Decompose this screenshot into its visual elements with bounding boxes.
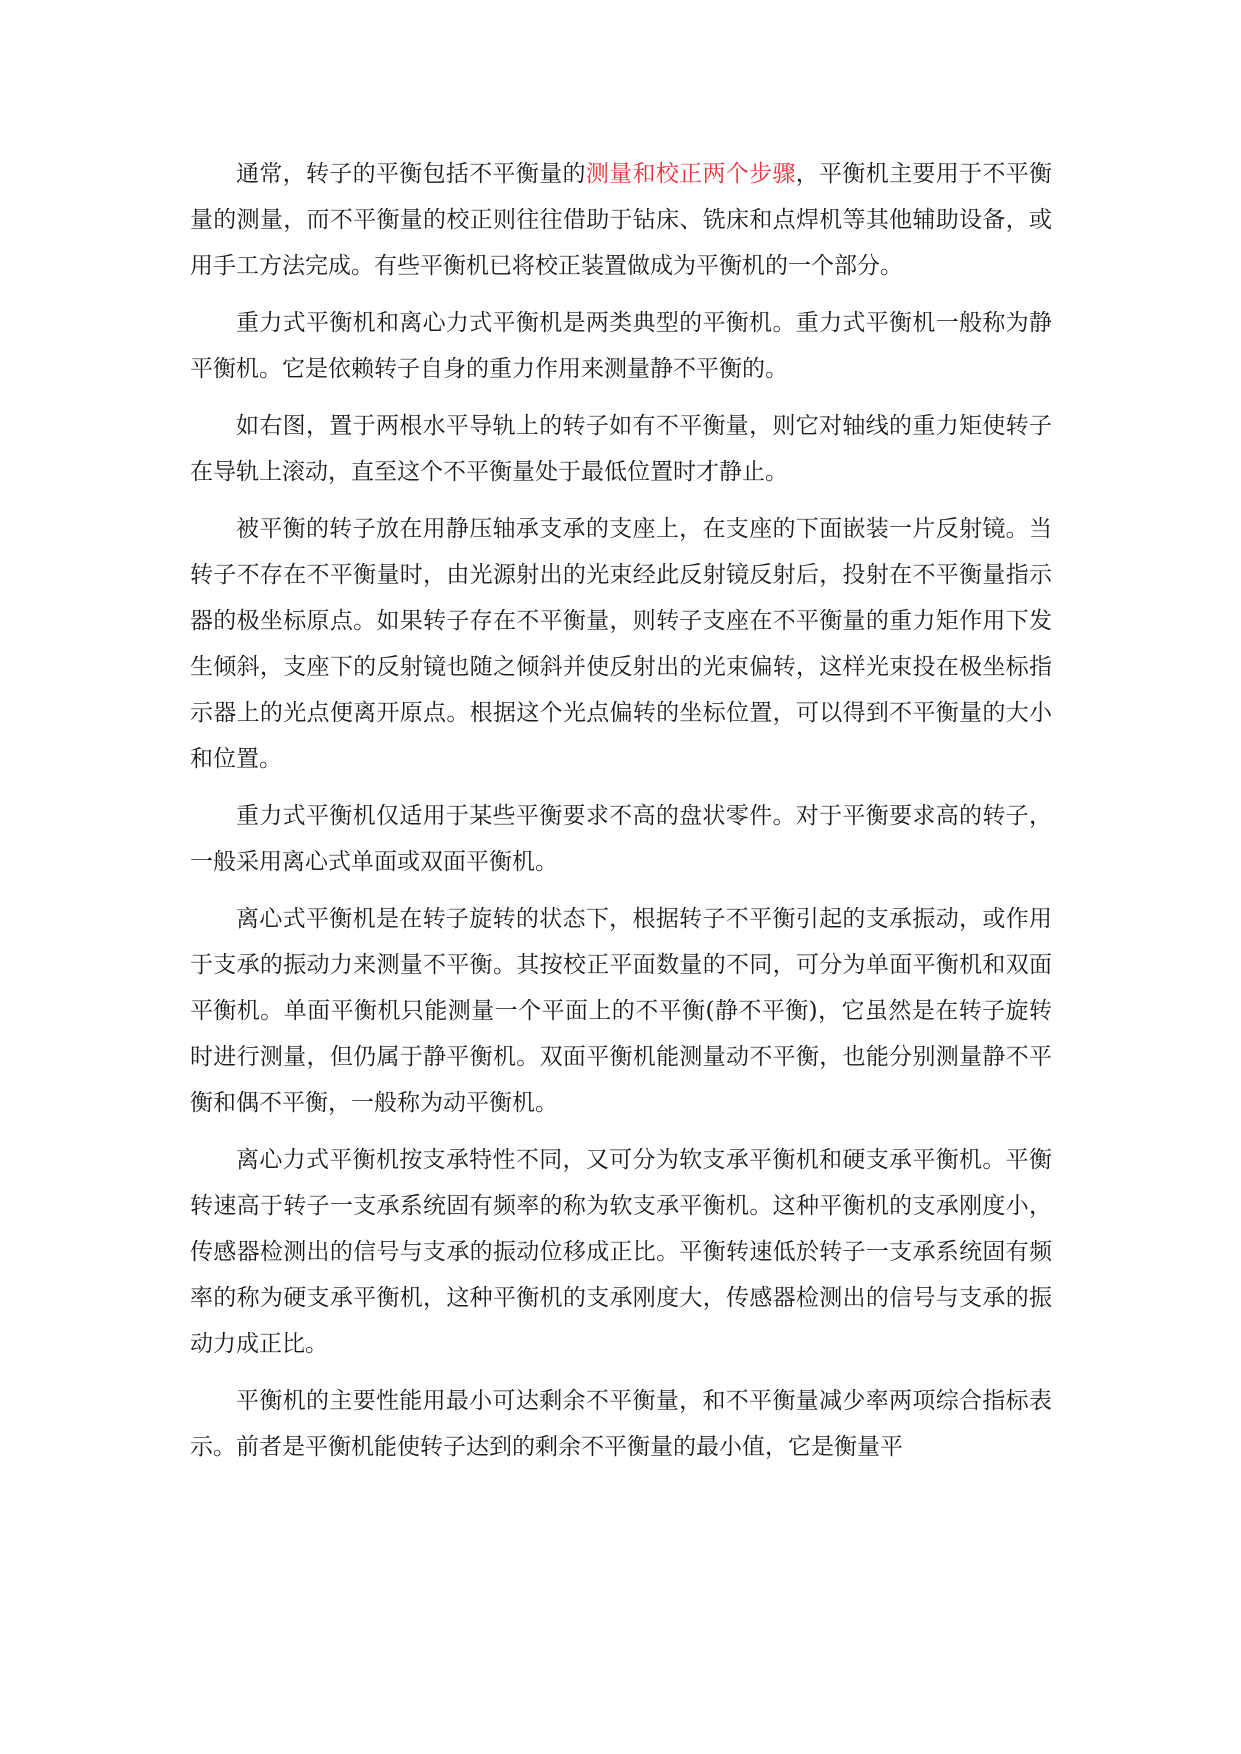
highlighted-phrase: 测量和校正两个步骤: [585, 161, 796, 187]
paragraph-1-lead: 通常，转子的平衡包括不平衡量的: [236, 161, 586, 187]
paragraph-6: 离心式平衡机是在转子旋转的状态下，根据转子不平衡引起的支承振动，或作用于支承的振动力来测量不平衡。其按校正平面数量的不同，可分为单面平衡机和双面平衡机。单面平衡机只能测量一个平面上的不平衡(静不平衡)，它虽然是在转子旋转时进行测量，但仍属于静平衡机。双面平衡机能测量动不平衡，也能分别测量静不平衡和偶不平衡，一般称为动平衡机。: [190, 906, 1052, 1116]
document-body: [190, 151, 1052, 1481]
paragraph-4: 被平衡的转子放在用静压轴承支承的支座上，在支座的下面嵌装一片反射镜。当转子不存在不平衡量时，由光源射出的光束经此反射镜反射后，投射在不平衡量指示器的极坐标原点。如果转子存在不平衡量，则转子支座在不平衡量的重力矩作用下发生倾斜，支座下的反射镜也随之倾斜并使反射出的光束偏转，这样光束投在极坐标指示器上的光点便离开原点。根据这个光点偏转的坐标位置，可以得到不平衡量的大小和位置。: [190, 516, 1052, 772]
paragraph-8: 平衡机的主要性能用最小可达剩余不平衡量，和不平衡量减少率两项综合指标表示。前者是平衡机能使转子达到的剩余不平衡量的最小值，它是衡量平: [190, 1388, 1052, 1460]
paragraph-1-rest: ，平衡机主要用于不平衡量的测量，而不平衡量的校正则往往借助于钻床、铣床和点焊机等其他辅助设备，或用手工方法完成。有些平衡机已将校正装置做成为平衡机的一个部分。: [190, 161, 1053, 279]
paragraph-1: [190, 151, 1052, 289]
paragraph-7: 离心力式平衡机按支承特性不同，又可分为软支承平衡机和硬支承平衡机。平衡转速高于转子一支承系统固有频率的称为软支承平衡机。这种平衡机的支承刚度小，传感器检测出的信号与支承的振动位移成正比。平衡转速低於转子一支承系统固有频率的称为硬支承平衡机，这种平衡机的支承刚度大，传感器检测出的信号与支承的振动力成正比。: [190, 1147, 1052, 1357]
paragraph-5: 重力式平衡机仅适用于某些平衡要求不高的盘状零件。对于平衡要求高的转子，一般采用离心式单面或双面平衡机。: [190, 803, 1052, 875]
paragraph-2: 重力式平衡机和离心力式平衡机是两类典型的平衡机。重力式平衡机一般称为静平衡机。它是依赖转子自身的重力作用来测量静不平衡的。: [190, 310, 1052, 382]
paragraph-3: 如右图，置于两根水平导轨上的转子如有不平衡量，则它对轴线的重力矩使转子在导轨上滚动，直至这个不平衡量处于最低位置时才静止。: [190, 413, 1052, 485]
